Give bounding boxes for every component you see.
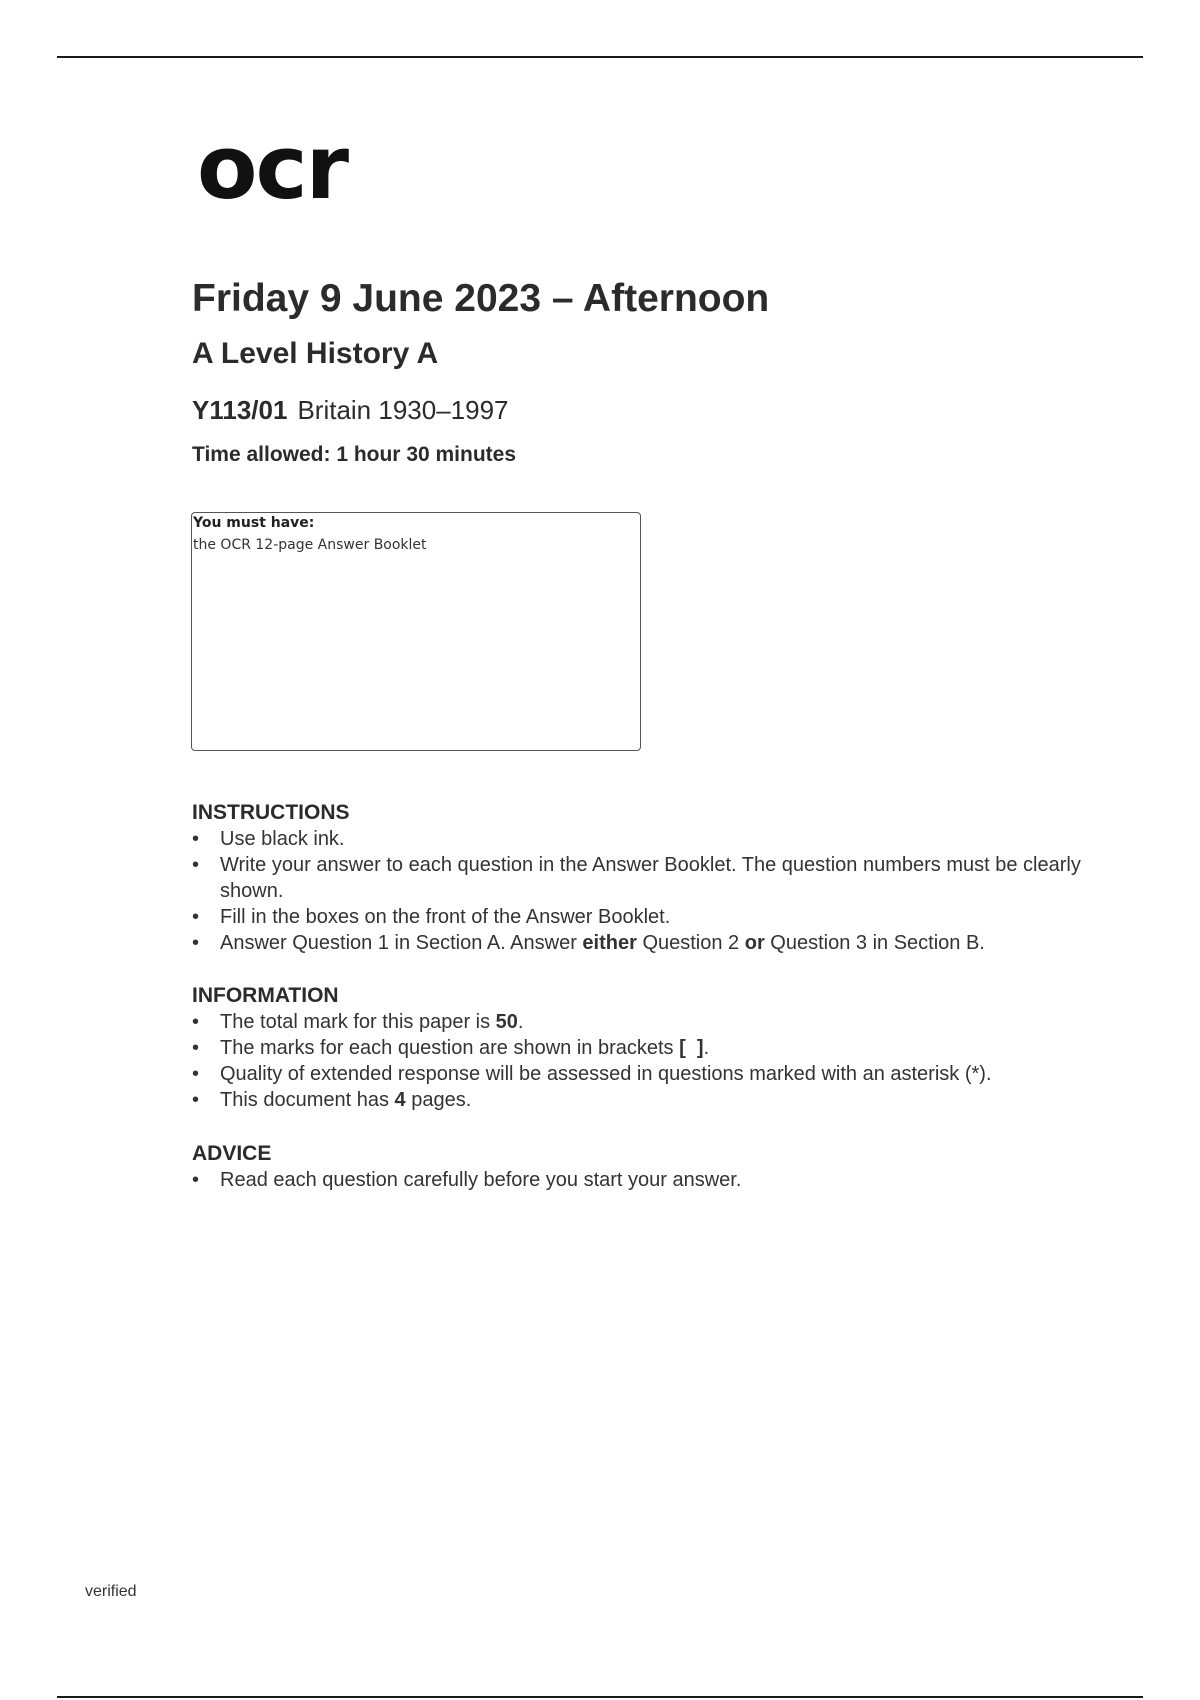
exam-date: Friday 9 June 2023 – Afternoon bbox=[192, 277, 770, 320]
instruction-text: Use black ink. bbox=[220, 828, 345, 850]
top-rule bbox=[57, 56, 1143, 58]
bullet-icon: • bbox=[192, 854, 200, 876]
bullet-icon: • bbox=[192, 1037, 200, 1059]
paper-title: Britain 1930–1997 bbox=[297, 395, 509, 425]
bullet-icon: • bbox=[192, 1063, 200, 1085]
instruction-text: Fill in the boxes on the front of the Answer Booklet. bbox=[220, 906, 671, 928]
information-text: This document has bbox=[220, 1089, 395, 1111]
must-have-box bbox=[191, 512, 641, 751]
information-text: pages. bbox=[405, 1089, 472, 1111]
information-list bbox=[192, 1009, 1112, 1113]
list-item bbox=[192, 1087, 1112, 1113]
ocr-logo: ocr bbox=[197, 116, 348, 219]
instructions-section bbox=[192, 800, 1112, 956]
bullet-icon: • bbox=[192, 1011, 200, 1033]
advice-list bbox=[192, 1167, 1112, 1193]
information-text: . bbox=[517, 1011, 524, 1033]
bullet-icon: • bbox=[192, 828, 200, 850]
information-emphasis: [ ] bbox=[679, 1037, 704, 1059]
instructions-heading: INSTRUCTIONS bbox=[192, 801, 350, 824]
instruction-text: Write your answer to each question in the Answer Booklet. The question numbers must be clearly shown. bbox=[220, 854, 1081, 902]
time-allowed: Time allowed: 1 hour 30 minutes bbox=[192, 443, 517, 466]
instruction-emphasis: or bbox=[744, 932, 765, 954]
list-item bbox=[192, 930, 1112, 956]
information-text: . bbox=[703, 1037, 710, 1059]
instruction-text: Answer Question 1 in Section A. Answer bbox=[220, 932, 583, 954]
bullet-icon: • bbox=[192, 1169, 200, 1191]
paper-line bbox=[192, 395, 509, 426]
list-item bbox=[192, 1009, 1112, 1035]
instruction-emphasis: either bbox=[582, 932, 637, 954]
paper-code: Y113/01 bbox=[192, 395, 288, 425]
advice-heading: ADVICE bbox=[192, 1142, 272, 1165]
bullet-icon: • bbox=[192, 932, 200, 954]
must-have-item: the OCR 12-page Answer Booklet bbox=[193, 537, 427, 553]
instruction-text: Question 3 in Section B. bbox=[764, 932, 985, 954]
list-item bbox=[192, 904, 1112, 930]
information-heading: INFORMATION bbox=[192, 984, 339, 1007]
information-text: The marks for each question are shown in brackets bbox=[220, 1037, 680, 1059]
instruction-text: Question 2 bbox=[636, 932, 745, 954]
list-item bbox=[192, 852, 1112, 904]
must-have-title: You must have: bbox=[193, 515, 315, 531]
verified-note: verified bbox=[85, 1583, 137, 1600]
subject-title: A Level History A bbox=[192, 337, 439, 370]
instructions-list bbox=[192, 826, 1112, 956]
advice-section bbox=[192, 1141, 1112, 1193]
bullet-icon: • bbox=[192, 906, 200, 928]
bottom-rule bbox=[57, 1696, 1143, 1698]
list-item bbox=[192, 1035, 1112, 1061]
information-text: Quality of extended response will be assessed in questions marked with an asterisk (*). bbox=[220, 1063, 992, 1085]
advice-text: Read each question carefully before you start your answer. bbox=[220, 1169, 742, 1191]
information-text: The total mark for this paper is bbox=[220, 1011, 496, 1033]
information-emphasis: 4 bbox=[394, 1089, 406, 1111]
information-emphasis: 50 bbox=[495, 1011, 518, 1033]
list-item bbox=[192, 1167, 1112, 1193]
list-item bbox=[192, 1061, 1112, 1087]
information-section bbox=[192, 983, 1112, 1113]
list-item bbox=[192, 826, 1112, 852]
bullet-icon: • bbox=[192, 1089, 200, 1111]
